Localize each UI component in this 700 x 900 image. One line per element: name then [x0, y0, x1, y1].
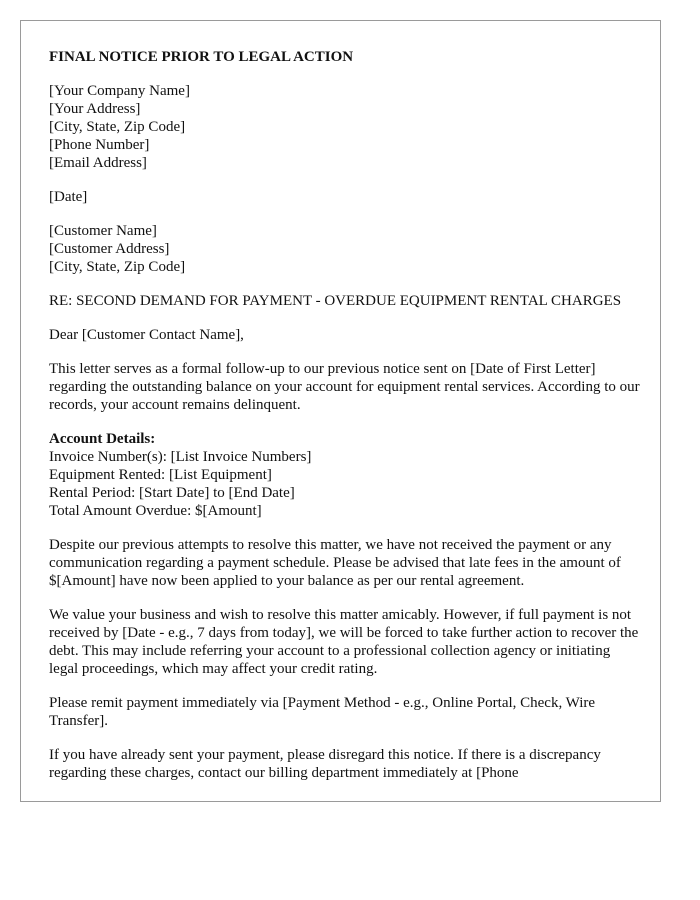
- recipient-address: [49, 222, 641, 276]
- sender-company: [Your Company Name]: [49, 83, 190, 99]
- sender-city-state-zip: [City, State, Zip Code]: [49, 119, 186, 135]
- letter-salutation: Dear [Customer Contact Name],: [49, 327, 244, 343]
- sender-email: [Email Address]: [49, 155, 147, 171]
- remit-paragraph: Please remit payment immediately via [Payment Method - e.g., Online Portal, Check, Wire Transfer].: [49, 695, 596, 729]
- disregard-paragraph: If you have already sent your payment, please disregard this notice. If there is a discrepancy regarding these charges, contact our billing department immediately at [Phone: [49, 747, 601, 781]
- sender-address: [49, 82, 641, 172]
- letter-title: FINAL NOTICE PRIOR TO LEGAL ACTION: [49, 49, 354, 65]
- equipment-rented: Equipment Rented: [List Equipment]: [49, 467, 272, 483]
- account-details: [49, 430, 641, 520]
- sender-address-line: [Your Address]: [49, 101, 141, 117]
- fees-paragraph: Despite our previous attempts to resolve this matter, we have not received the payment or any communication regarding a payment schedule. Please be advised that late fees in the amount of $[Amount] have now been applied to your balance as per our rental agreement.: [49, 537, 621, 589]
- letter-body: [49, 48, 641, 798]
- action-paragraph: We value your business and wish to resolve this matter amicably. However, if full payment is not received by [Date - e.g., 7 days from today], we will be forced to take further action to recover the debt. This may include referring your account to a professional collection agency or initiating legal proceedings, which may affect your credit rating.: [49, 607, 639, 677]
- total-amount-overdue: Total Amount Overdue: $[Amount]: [49, 503, 262, 519]
- intro-paragraph: This letter serves as a formal follow-up to our previous notice sent on [Date of First Letter] regarding the outstanding balance on your account for equipment rental services. According to our records, your account remains delinquent.: [49, 361, 640, 413]
- invoice-numbers: Invoice Number(s): [List Invoice Numbers]: [49, 449, 312, 465]
- letter-subject: RE: SECOND DEMAND FOR PAYMENT - OVERDUE EQUIPMENT RENTAL CHARGES: [49, 293, 622, 309]
- letter-page: [20, 20, 661, 802]
- recipient-address-line: [Customer Address]: [49, 241, 170, 257]
- rental-period: Rental Period: [Start Date] to [End Date]: [49, 485, 295, 501]
- letter-date: [Date]: [49, 189, 88, 205]
- recipient-city-state-zip: [City, State, Zip Code]: [49, 259, 186, 275]
- sender-phone: [Phone Number]: [49, 137, 150, 153]
- account-details-heading: Account Details:: [49, 431, 156, 447]
- recipient-name: [Customer Name]: [49, 223, 157, 239]
